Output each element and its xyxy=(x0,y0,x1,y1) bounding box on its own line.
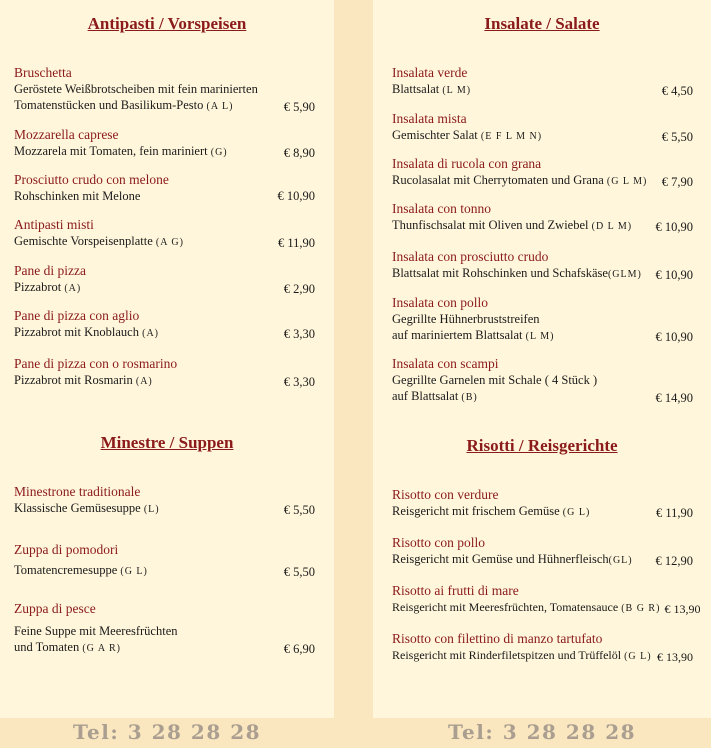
item-description: Mozzarela mit Tomaten, fein mariniert xyxy=(14,144,208,158)
item-name: Pane di pizza con o rosmarino xyxy=(14,356,178,371)
left-menu-column xyxy=(0,0,334,718)
allergen-codes: (E F L M N) xyxy=(480,131,543,142)
item-price: € 5,50 xyxy=(661,130,693,144)
item-price: € 14,90 xyxy=(655,391,693,405)
phone-number-left: Tel: 3 28 28 28 xyxy=(72,720,262,744)
allergen-codes: (G) xyxy=(210,147,228,158)
menu-item-bruschetta xyxy=(14,65,315,115)
item-price: € 10,90 xyxy=(655,220,693,234)
menu-item-pane-aglio xyxy=(14,308,315,342)
item-description: Rohschinken mit Melone xyxy=(14,189,141,203)
item-name: Insalata con scampi xyxy=(392,356,499,371)
item-name: Risotto con filettino di manzo tartufato xyxy=(392,631,603,646)
item-description: Thunfischsalat mit Oliven und Zwiebel xyxy=(392,218,589,232)
item-description: auf Blattsalat xyxy=(392,389,459,403)
item-description: Rucolasalat mit Cherrytomaten und Grana xyxy=(392,173,604,187)
item-price: € 13,90 xyxy=(657,650,693,664)
item-description: Gemischter Salat xyxy=(392,128,478,142)
menu-item-mozzarella-caprese xyxy=(14,127,315,161)
item-price: € 3,30 xyxy=(283,375,315,389)
menu-item-pane-rosmarino xyxy=(14,356,315,390)
allergen-codes: (A) xyxy=(64,283,82,294)
item-price: € 13,90 xyxy=(664,602,701,616)
item-name: Mozzarella caprese xyxy=(14,127,119,142)
item-description: Klassische Gemüsesuppe xyxy=(14,501,141,515)
item-price: € 11,90 xyxy=(655,506,693,520)
menu-item-insalata-rucola xyxy=(392,156,693,190)
item-price: € 7,90 xyxy=(661,175,693,189)
allergen-codes: (G L) xyxy=(624,651,652,662)
menu-item-antipasti-misti xyxy=(14,217,315,251)
item-description: Feine Suppe mit Meeresfrüchten xyxy=(14,624,178,638)
item-name: Insalata mista xyxy=(392,111,467,126)
menu-item-prosciutto-melone xyxy=(14,172,315,204)
item-price: € 2,90 xyxy=(283,282,315,296)
item-price: € 5,50 xyxy=(283,565,315,579)
item-description: Pizzabrot mit Knoblauch xyxy=(14,325,139,339)
menu-item-zuppa-pesce xyxy=(14,601,315,657)
item-name: Risotto con verdure xyxy=(392,487,499,502)
menu-item-zuppa-pomodori xyxy=(14,542,315,580)
item-name: Antipasti misti xyxy=(14,217,94,232)
item-price: € 10,90 xyxy=(277,189,315,203)
menu-item-insalata-verde xyxy=(392,65,693,99)
section-title-risotti: Risotti / Reisgerichte xyxy=(466,436,618,455)
menu-item-risotto-frutti-di-mare xyxy=(392,583,701,617)
phone-number-right: Tel: 3 28 28 28 xyxy=(447,720,637,744)
item-description: Tomatenstücken und Basilikum-Pesto xyxy=(14,98,204,112)
item-description: Reisgericht mit Rinderfiletspitzen und Trüffelöl xyxy=(392,648,622,662)
item-description: Reisgericht mit Gemüse und Hühnerfleisch xyxy=(392,552,609,566)
item-description: Gemischte Vorspeisenplatte xyxy=(14,234,153,248)
menu-item-risotto-pollo xyxy=(392,535,693,569)
item-description: Geröstete Weißbrotscheiben mit fein marinierten xyxy=(14,82,258,96)
item-name: Risotto con pollo xyxy=(392,535,486,550)
item-price: € 12,90 xyxy=(655,554,693,568)
allergen-codes: (A) xyxy=(142,328,159,339)
item-price: € 10,90 xyxy=(655,268,693,282)
item-description: Reisgericht mit frischem Gemüse xyxy=(392,504,560,518)
item-name: Risotto ai frutti di mare xyxy=(392,583,519,598)
item-name: Pane di pizza con aglio xyxy=(14,308,140,323)
allergen-codes: (G A R) xyxy=(82,643,122,654)
item-description: Reisgericht mit Meeresfrüchten, Tomatensauce xyxy=(392,600,619,614)
menu-item-insalata-pollo xyxy=(392,295,693,345)
item-name: Pane di pizza xyxy=(14,263,86,278)
menu-item-insalata-scampi xyxy=(392,356,693,406)
item-price: € 10,90 xyxy=(655,330,693,344)
item-name: Bruschetta xyxy=(14,65,72,80)
item-price: € 5,90 xyxy=(283,100,315,114)
item-description: Blattsalat xyxy=(392,82,440,96)
menu-item-pane-di-pizza xyxy=(14,263,315,297)
item-price: € 4,50 xyxy=(661,84,693,98)
menu-item-insalata-prosciutto xyxy=(392,249,693,283)
item-name: Insalata con pollo xyxy=(392,295,488,310)
section-title-antipasti: Antipasti / Vorspeisen xyxy=(87,14,247,33)
allergen-codes: (B G R) xyxy=(621,603,661,614)
allergen-codes: (G L M) xyxy=(606,176,648,187)
item-description: Blattsalat mit Rohschinken und Schafskäse xyxy=(392,266,608,280)
right-menu-column xyxy=(373,0,711,718)
item-description: Gegrillte Hühnerbruststreifen xyxy=(392,312,540,326)
allergen-codes: (G L) xyxy=(120,566,148,577)
item-name: Insalata di rucola con grana xyxy=(392,156,542,171)
item-price: € 3,30 xyxy=(283,327,315,341)
allergen-codes: (A) xyxy=(135,376,153,387)
item-name: Zuppa di pomodori xyxy=(14,542,119,557)
item-name: Insalata con tonno xyxy=(392,201,491,216)
item-name: Prosciutto crudo con melone xyxy=(14,172,169,187)
item-name: Minestrone traditionale xyxy=(14,484,141,499)
allergen-codes: (G L) xyxy=(562,507,591,518)
item-description: Pizzabrot mit Rosmarin xyxy=(14,373,133,387)
item-description: Gegrillte Garnelen mit Schale ( 4 Stück ) xyxy=(392,373,598,387)
item-price: € 8,90 xyxy=(283,146,315,160)
allergen-codes: (L) xyxy=(143,504,160,515)
item-name: Insalata verde xyxy=(392,65,468,80)
allergen-codes: (GL) xyxy=(608,555,633,566)
menu-item-insalata-mista xyxy=(392,111,693,145)
item-price: € 11,90 xyxy=(277,236,315,250)
item-price: € 5,50 xyxy=(283,503,315,517)
allergen-codes: (A G) xyxy=(155,237,184,248)
menu-item-minestrone xyxy=(14,484,315,518)
item-description: auf mariniertem Blattsalat xyxy=(392,328,523,342)
section-title-insalate: Insalate / Salate xyxy=(484,14,600,33)
item-name: Insalata con prosciutto crudo xyxy=(392,249,549,264)
item-description: und Tomaten xyxy=(14,640,80,654)
menu-item-risotto-verdure xyxy=(392,487,693,521)
item-name: Zuppa di pesce xyxy=(14,601,96,616)
allergen-codes: (B) xyxy=(461,392,478,403)
menu-item-insalata-tonno xyxy=(392,201,693,235)
item-description: Pizzabrot xyxy=(14,280,62,294)
allergen-codes: (D L M) xyxy=(591,221,633,232)
section-title-minestre: Minestre / Suppen xyxy=(100,433,234,452)
item-description: Tomatencremesuppe xyxy=(14,563,118,577)
allergen-codes: (L M) xyxy=(442,85,472,96)
allergen-codes: (GLM) xyxy=(607,269,642,280)
allergen-codes: (L M) xyxy=(525,331,555,342)
menu-item-risotto-filettino xyxy=(392,631,693,665)
item-price: € 6,90 xyxy=(283,642,315,656)
allergen-codes: (A L) xyxy=(206,101,234,112)
